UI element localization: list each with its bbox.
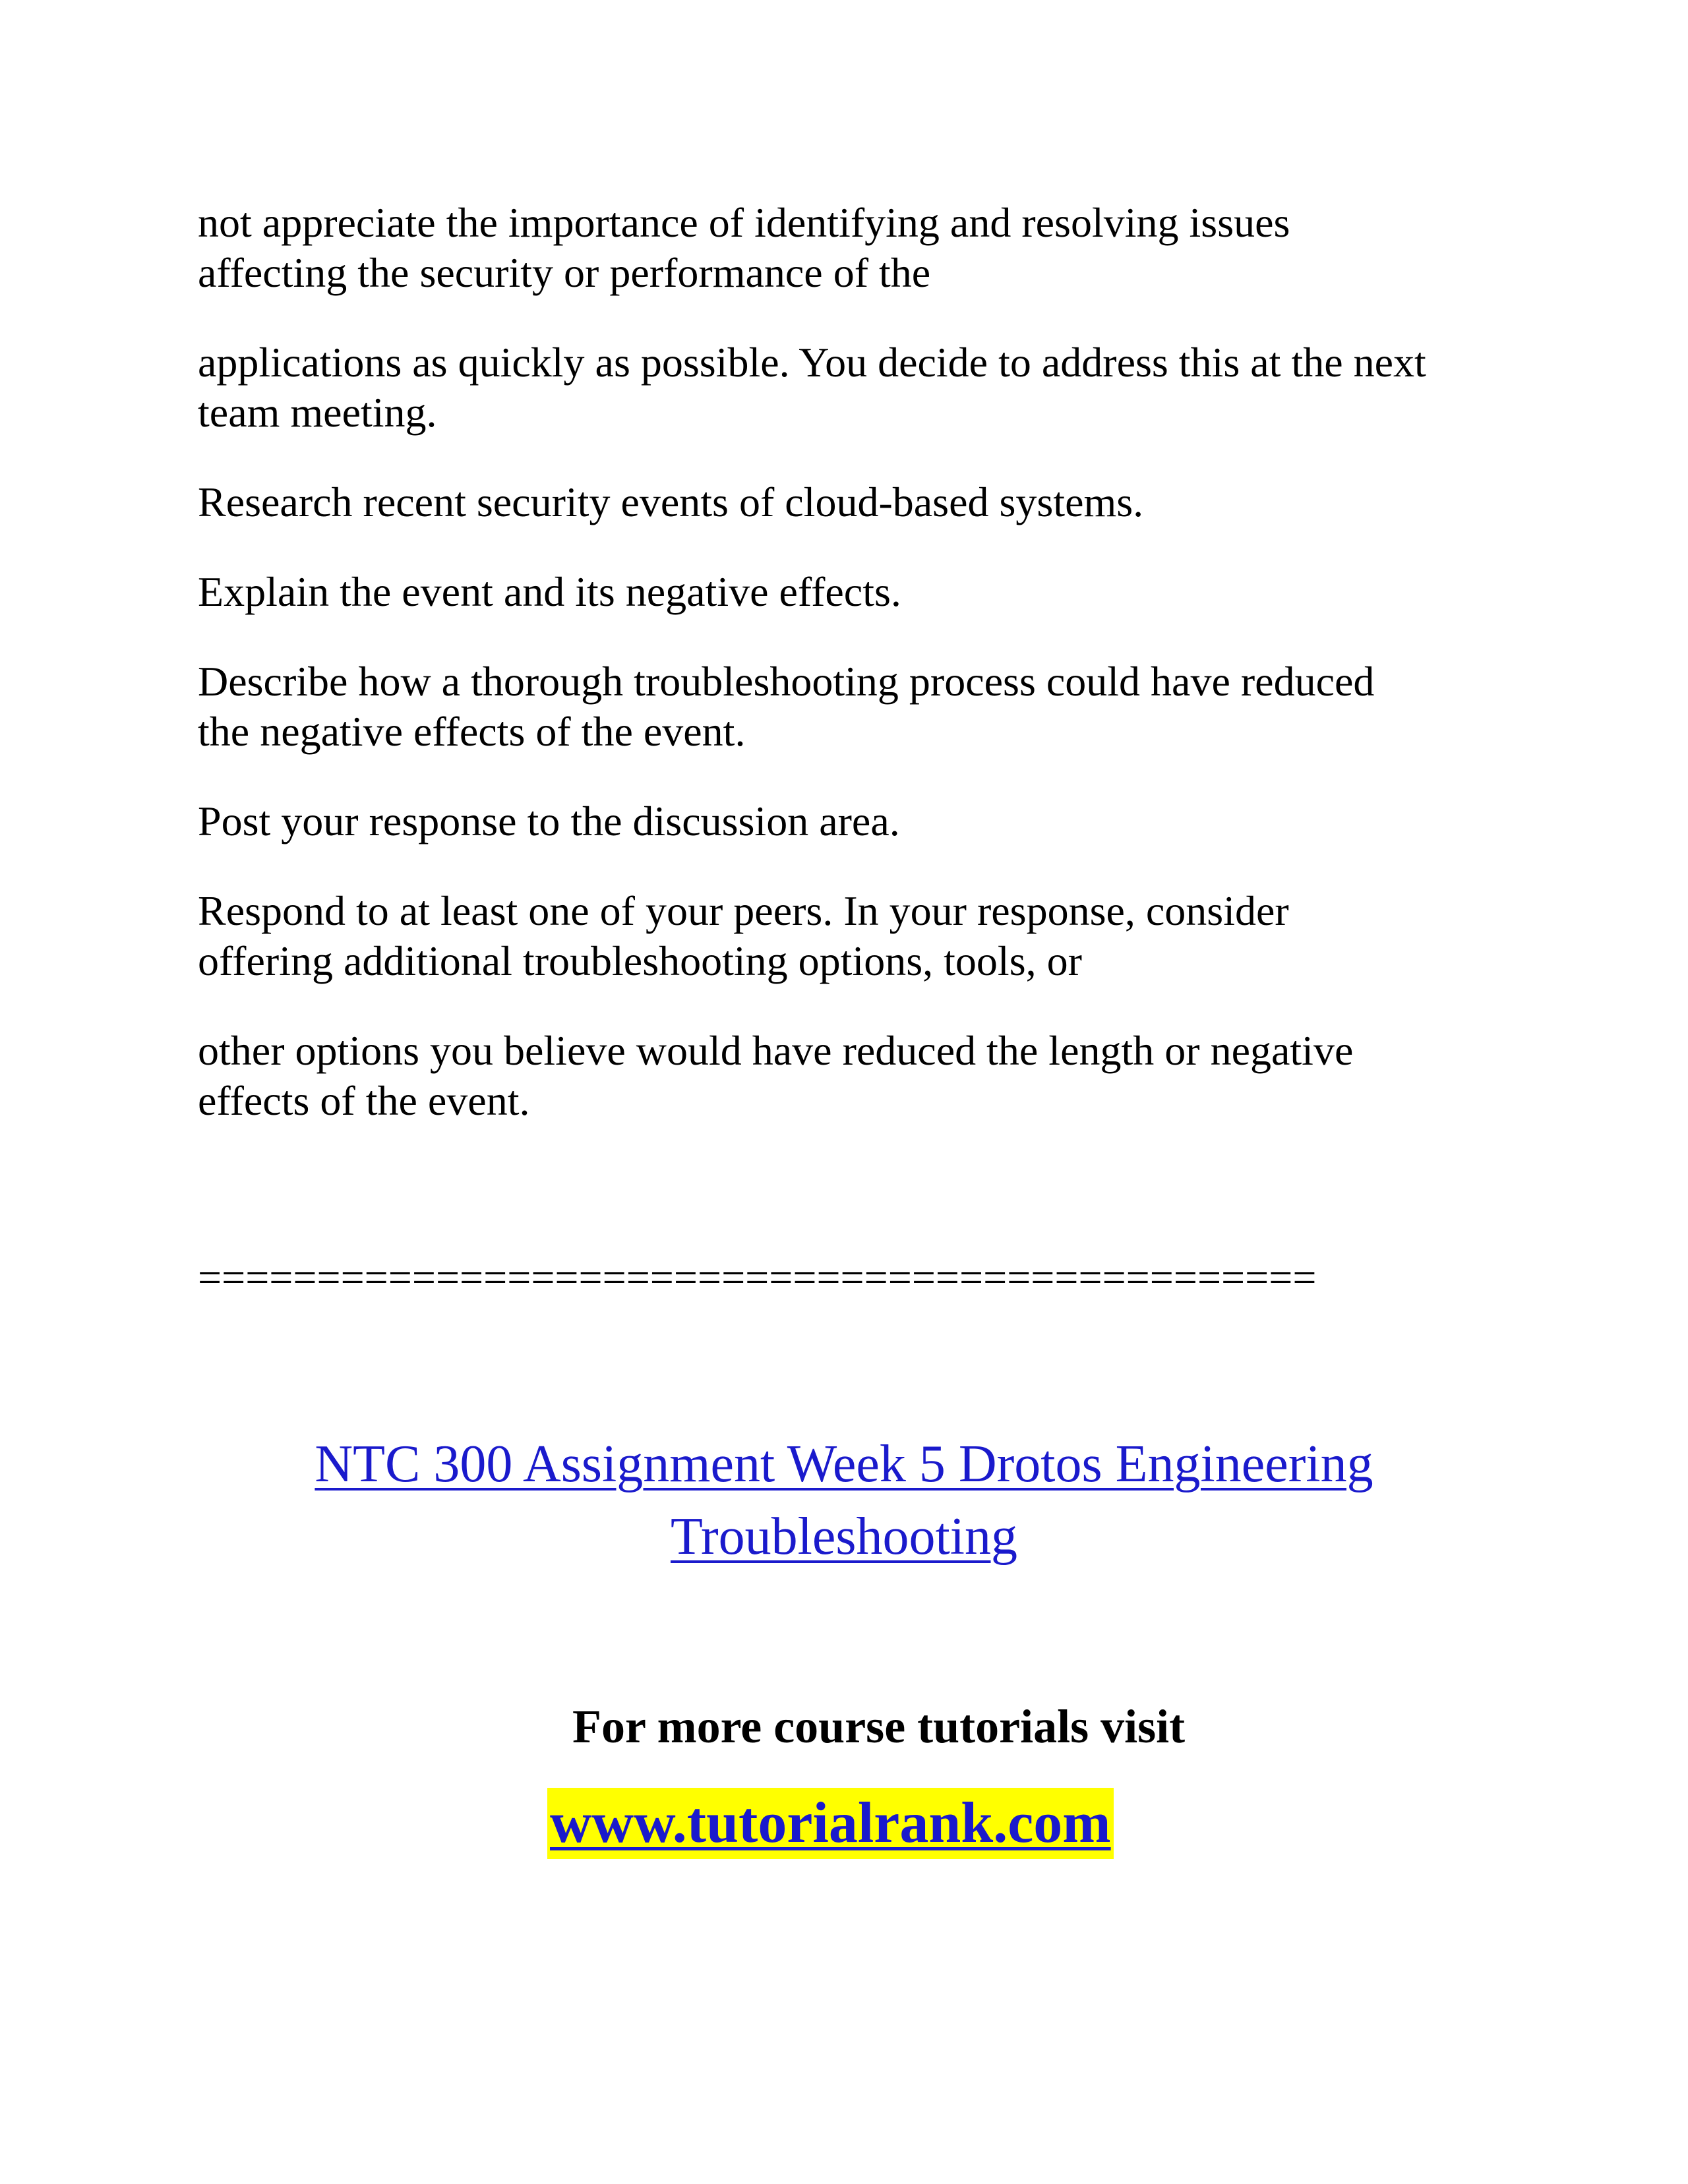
- site-url-link[interactable]: www.tutorialrank.com: [550, 1791, 1111, 1855]
- assignment-link-block: [0, 1428, 1688, 1573]
- body-paragraph: not appreciate the importance of identifying and resolving issues affecting the security or performance of the: [198, 199, 1290, 296]
- body-paragraph: Research recent security events of cloud-based systems.: [198, 479, 1144, 525]
- body-paragraph: Describe how a thorough troubleshooting process could have reduced the negative effects of the event.: [198, 658, 1375, 755]
- separator-line: ===============================================: [198, 1254, 1317, 1301]
- body-paragraph: applications as quickly as possible. You decide to address this at the next team meeting.: [198, 339, 1426, 436]
- assignment-title-link[interactable]: NTC 300 Assignment Week 5 Drotos Engineering Troubleshooting: [315, 1435, 1373, 1566]
- site-link-highlight: [547, 1788, 1114, 1859]
- body-paragraph: Explain the event and its negative effects.: [198, 568, 901, 615]
- visit-label: For more course tutorials visit: [572, 1700, 1186, 1753]
- body-paragraph: Post your response to the discussion area.: [198, 798, 900, 844]
- body-paragraph: Respond to at least one of your peers. In your response, consider offering additional troubleshooting options, tools, or: [198, 887, 1289, 984]
- body-paragraph: other options you believe would have reduced the length or negative effects of the event.: [198, 1027, 1354, 1124]
